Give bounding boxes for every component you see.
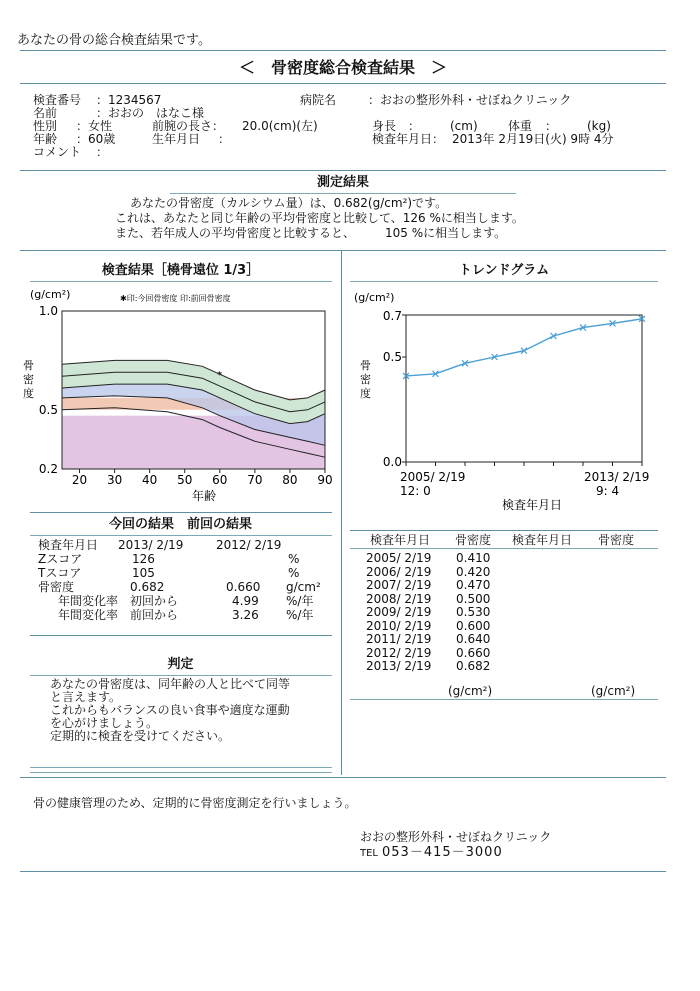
height-value: ： (cm) xyxy=(408,119,478,133)
history-date-cell: 2006/ 2/19 xyxy=(366,564,432,579)
trend-plot-frame xyxy=(406,315,642,462)
forearm-label: 前腕の長さ： xyxy=(152,119,225,133)
trend-y-tick-3: 0.0 xyxy=(382,455,402,469)
trend-plot xyxy=(402,315,645,466)
measure-top-rule xyxy=(20,170,666,171)
bone-y-tick-3: 0.2 xyxy=(38,462,58,476)
result-label-cell: Tスコア xyxy=(38,566,82,580)
footer-bottom-rule xyxy=(20,871,666,872)
judgment-bottom-rule-2 xyxy=(30,772,332,773)
bone-x-tick-label: 20 xyxy=(71,473,88,487)
comment-label: コメント xyxy=(33,145,82,159)
bone-chart-ylabel-2: 密 xyxy=(23,373,34,386)
result-prev-cell: 3.26 xyxy=(232,608,259,622)
bone-chart-title-underline xyxy=(30,281,332,282)
history-header-rule xyxy=(350,548,658,549)
bone-chart-title: 検査結果［橈骨遠位 1/3］ xyxy=(101,263,260,278)
bone-chart-plot xyxy=(62,311,325,469)
result-unit-cell: % xyxy=(288,552,300,566)
history-header-date-2: 検査年月日 xyxy=(512,533,573,547)
result-label-cell: 骨密度 xyxy=(38,580,75,594)
bone-chart-ylabel-1: 骨 xyxy=(23,359,34,372)
age-label: 年齢 xyxy=(33,132,58,146)
history-bmd-cell: 0.660 xyxy=(456,645,491,660)
bone-y-tick-2: 0.5 xyxy=(38,403,58,417)
trend-chart-title: トレンドグラム xyxy=(458,263,550,278)
title-bottom-rule xyxy=(20,83,666,84)
name-value: ：おおの はなこ様 xyxy=(96,106,205,120)
trend-y-tick-1: 0.7 xyxy=(382,309,402,323)
bone-y-tick-1: 1.0 xyxy=(38,304,58,318)
result-unit-cell: %/年 xyxy=(286,608,314,622)
bone-chart-xlabel: 年齢 xyxy=(191,489,217,503)
history-date-cell: 2008/ 2/19 xyxy=(366,591,432,606)
intro-text: あなたの骨の総合検査結果です。 xyxy=(17,33,211,48)
trend-x-end-date: 2013/ 2/19 xyxy=(584,470,650,484)
bone-x-tick-label: 80 xyxy=(282,473,298,487)
history-date-cell: 2012/ 2/19 xyxy=(366,645,432,660)
measure-line-2: これは、あなたと同じ年齢の平均骨密度と比較して、126 %に相当します。 xyxy=(115,211,524,225)
sex-value: ：女性 xyxy=(76,119,113,133)
history-bmd-cell: 0.530 xyxy=(456,605,491,619)
trend-chart-unit: (g/cm²) xyxy=(354,291,395,304)
measure-title-underline xyxy=(170,193,516,194)
exam-no-value: ：1234567 xyxy=(96,93,162,107)
history-date-cell: 2009/ 2/19 xyxy=(366,605,432,619)
history-bmd-cell: 0.470 xyxy=(456,578,491,592)
history-bmd-cell: 0.640 xyxy=(456,632,491,646)
result-prev-cell: 0.660 xyxy=(226,580,261,594)
judgment-line-3: これからもバランスの良い食事や適度な運動 xyxy=(50,703,290,717)
trend-chart-title-underline xyxy=(350,281,658,282)
age-value: ：60歳 xyxy=(76,132,116,146)
bone-x-tick-label: 30 xyxy=(106,473,123,487)
result-unit-cell: g/cm² xyxy=(286,580,321,594)
bone-density-chart xyxy=(20,283,340,508)
dob-label: 生年月日 xyxy=(152,132,201,146)
comment-value: ： xyxy=(96,145,109,159)
result-cur-cell: 105 xyxy=(132,566,155,580)
history-bmd-cell: 0.500 xyxy=(456,591,491,606)
trend-ylabel-3: 度 xyxy=(360,387,371,400)
result-label-cell: Zスコア xyxy=(38,552,83,566)
judgment-title: 判定 xyxy=(167,657,194,672)
history-date-cell: 2010/ 2/19 xyxy=(366,618,432,633)
trend-ylabel-1: 骨 xyxy=(360,359,371,372)
bone-x-tick-label: 60 xyxy=(212,473,228,487)
bone-chart-ylabel-3: 度 xyxy=(23,387,34,400)
footer-top-rule xyxy=(20,777,666,778)
measure-line-3: また、若年成人の平均骨密度と比較すると、 105 %に相当します。 xyxy=(115,226,507,240)
result-cur-cell: 0.682 xyxy=(130,580,165,594)
bone-x-tick-label: 40 xyxy=(142,473,158,487)
history-bmd-cell: 0.420 xyxy=(456,564,491,579)
history-bmd-cell: 0.600 xyxy=(456,618,491,633)
dob-value: ： xyxy=(218,132,231,146)
bone-x-tick-label: 50 xyxy=(177,473,193,487)
page-title: ＜ 骨密度総合検査結果 ＞ xyxy=(238,58,447,77)
bone-current-marker: * xyxy=(217,369,223,381)
weight-value: ： (kg) xyxy=(545,119,611,133)
title-top-rule xyxy=(20,50,666,51)
exam-no-label: 検査番号 xyxy=(33,93,82,107)
judgment-bottom-rule-1 xyxy=(30,767,332,768)
result-label-cell: 検査年月日 xyxy=(38,538,99,552)
trend-y-tick-2: 0.5 xyxy=(382,350,402,364)
history-bottom-rule xyxy=(350,699,658,700)
history-top-rule xyxy=(350,530,658,531)
measure-title: 測定結果 xyxy=(316,175,369,190)
trend-chart-xlabel: 検査年月日 xyxy=(501,498,563,512)
result-unit-cell: % xyxy=(288,566,300,580)
history-bmd-cell: 0.410 xyxy=(456,551,491,565)
result-top-rule xyxy=(30,512,332,513)
result-unit-cell: %/年 xyxy=(286,594,314,608)
result-prev-cell: 2012/ 2/19 xyxy=(216,538,282,552)
height-label: 身長 xyxy=(372,119,397,133)
name-label: 名前 xyxy=(33,106,58,120)
history-date-cell: 2005/ 2/19 xyxy=(366,551,432,565)
trend-x-start-time: 12: 0 xyxy=(400,484,431,498)
footer-clinic: おおの整形外科・せぼねクリニック xyxy=(360,830,552,844)
judgment-line-1: あなたの骨密度は、同年齢の人と比べて同等 xyxy=(50,677,291,691)
measure-bottom-rule xyxy=(20,250,666,251)
result-bottom-rule xyxy=(30,635,332,636)
bone-chart-legend: ✱印:今回骨密度 印:前回骨密度 xyxy=(120,294,231,303)
result-label-cell: 年間変化率 初回から xyxy=(58,594,179,608)
history-header-bmd-1: 骨密度 xyxy=(455,533,492,547)
footer-tel-label: TEL xyxy=(360,848,378,859)
judgment-title-underline xyxy=(30,675,332,676)
trend-x-start-date: 2005/ 2/19 xyxy=(400,470,466,484)
bone-x-ticks xyxy=(72,469,333,487)
history-header-bmd-2: 骨密度 xyxy=(598,533,635,547)
history-date-cell: 2011/ 2/19 xyxy=(366,632,432,646)
bone-x-tick-label: 70 xyxy=(247,473,263,487)
weight-label: 体重 xyxy=(508,119,533,133)
result-title: 今回の結果 前回の結果 xyxy=(108,517,252,532)
history-date-cell: 2013/ 2/19 xyxy=(366,659,432,673)
exam-date-label: 検査年月日： xyxy=(372,132,445,146)
result-prev-cell: 4.99 xyxy=(232,594,259,608)
judgment-line-2: と言えます。 xyxy=(50,690,122,704)
history-unit-right: (g/cm²) xyxy=(591,684,636,698)
bone-x-tick-label: 90 xyxy=(317,473,333,487)
history-bmd-cell: 0.682 xyxy=(456,659,491,673)
exam-date-value: 2013年 2月19日(火) 9時 4分 xyxy=(452,132,614,146)
history-date-cell: 2007/ 2/19 xyxy=(366,578,432,592)
judgment-line-5: 定期的に検査を受けてください。 xyxy=(50,729,231,743)
hospital-label: 病院名 xyxy=(300,93,337,107)
sex-label: 性別 xyxy=(33,119,58,133)
result-cur-cell: 2013/ 2/19 xyxy=(118,538,184,552)
forearm-value: 20.0(cm)(左) xyxy=(242,119,318,133)
history-header-date-1: 検査年月日 xyxy=(370,533,431,547)
result-cur-cell: 126 xyxy=(132,552,155,566)
footer-tel: 053－415－3000 xyxy=(382,845,503,860)
trend-series-line xyxy=(406,319,642,376)
judgment-line-4: を心がけましょう。 xyxy=(50,716,159,730)
measure-line-1: あなたの骨密度（カルシウム量）は、0.682(g/cm²)です。 xyxy=(130,196,448,210)
result-title-underline xyxy=(30,535,332,536)
trend-ylabel-2: 密 xyxy=(360,373,371,386)
result-label-cell: 年間変化率 前回から xyxy=(58,608,179,622)
footer-message: 骨の健康管理のため、定期的に骨密度測定を行いましょう。 xyxy=(33,796,357,810)
bone-chart-unit: (g/cm²) xyxy=(30,288,71,301)
hospital-value: ：おおの整形外科・せぼねクリニック xyxy=(368,93,572,107)
trend-chart xyxy=(342,283,666,513)
trend-x-end-time: 9: 4 xyxy=(596,484,620,498)
history-unit-left: (g/cm²) xyxy=(448,684,493,698)
